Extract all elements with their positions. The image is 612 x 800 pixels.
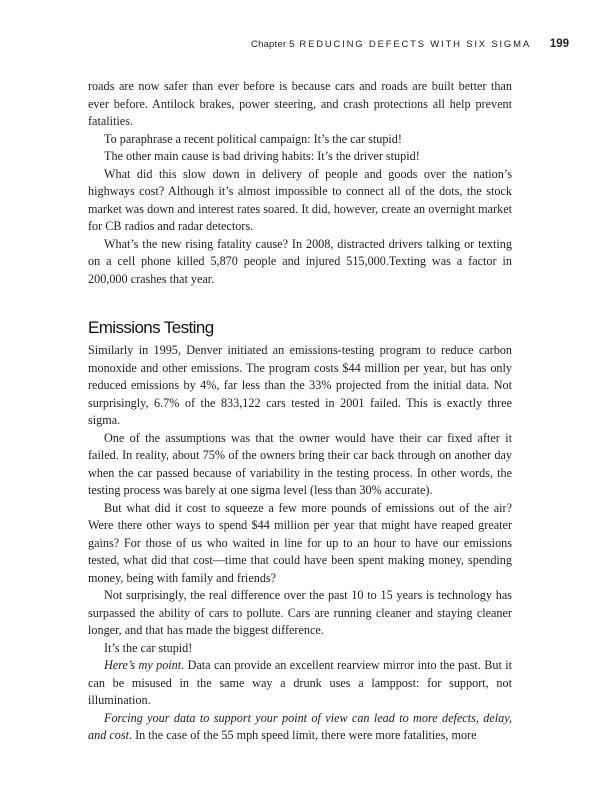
page-number: 199	[549, 38, 569, 50]
chapter-title: REDUCING DEFECTS WITH SIX SIGMA	[299, 39, 531, 50]
point-lead: Here’s my point	[104, 658, 182, 672]
chapter-label: Chapter 5	[251, 39, 295, 50]
paragraph: What’s the new rising fatality cause? In 2008, distracted drivers talking or texting on a cell phone killed 5,870 people and injured 515,000.Texting was a factor in 200,000 crashes that year.	[88, 236, 512, 286]
paragraph: It’s the car stupid!	[104, 640, 193, 655]
point-paragraph	[88, 657, 512, 710]
paragraph: What did this slow down in delivery of people and goods over the nation’s highways cost? Although it’s almost impossible to connect all of the dots, the stock market was down and interest rates soared. It did, however, create an overnight market for CB radios and radar detectors.	[88, 166, 512, 233]
running-header	[0, 38, 569, 50]
page-body	[88, 78, 512, 745]
paragraph: To paraphrase a recent political campaign: It’s the car stupid!	[104, 131, 402, 146]
point-text: . Data can provide an excellent rearview mirror into the past. But it can be misused in the same way a drunk uses a lamppost: for support, not illumination.	[88, 658, 512, 707]
last-lead: Forcing your data to support your point of view can lead to more defects, delay, and cost	[88, 710, 512, 742]
last-text: . In the case of the 55 mph speed limit, there were more fatalities, more	[128, 728, 477, 742]
paragraph: The other main cause is bad driving habits: It’s the driver stupid!	[104, 149, 420, 163]
paragraph: roads are now safer than ever before is because cars and roads are built better than ever before. Antilock brakes, power steering, and crash protections all help prevent fatalities.	[88, 79, 512, 128]
paragraph: Not surprisingly, the real difference over the past 10 to 15 years is technology has surpassed the ability of cars to pollute. Cars are running cleaner and staying cleaner longer, and that has made the biggest difference.	[88, 588, 512, 637]
last-paragraph	[88, 710, 512, 745]
paragraph: But what did it cost to squeeze a few more pounds of emissions out of the air? Were there other ways to spend $44 million per year that might have reaped greater gains? For those of us who waited in line for up to an hour to have our emissions tested, what did that cost—time that could have been spent making money, spending money, being with family and friends?	[88, 500, 512, 585]
paragraph: Similarly in 1995, Denver initiated an emissions-testing program to reduce carbon monoxide and other emissions. The program costs $44 million per year, but has only reduced emissions by 4%, far less than the 33% projected from the initial data. Not surprisingly, 6.7% of the 833,122 cars tested in 2001 failed. This is exactly three sigma.	[88, 343, 512, 427]
paragraph: One of the assumptions was that the owner would have their car fixed after it failed. In reality, about 75% of the owners bring their car back through on another day when the car passed because of variability in the testing process. In other words, the testing process was barely at one sigma level (less than 30% accurate).	[88, 430, 512, 497]
section-heading: Emissions Testing	[88, 318, 214, 337]
